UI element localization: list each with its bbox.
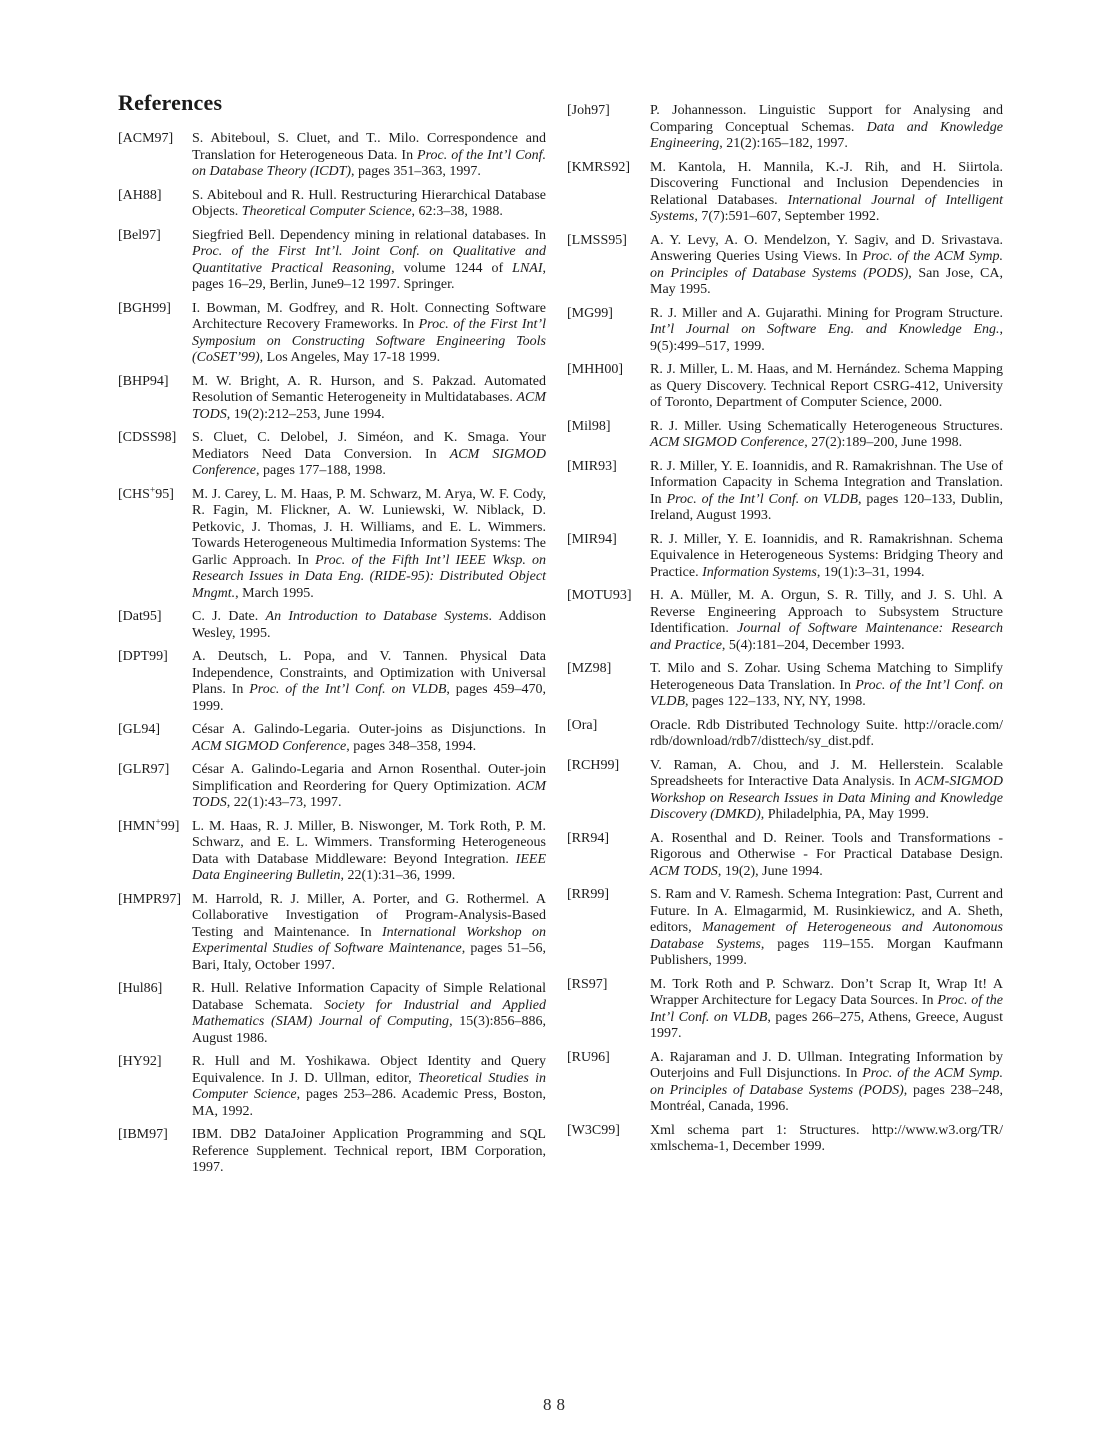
reference-label-text: [RS97] — [567, 976, 608, 992]
reference-label-text: [KMRS92] — [567, 159, 631, 175]
reference-venue-italic: Proc. of the Fifth Int’l IEEE Wksp. on Research Issues in Data Eng. (RIDE-95): Distributed Object Mngmt. — [192, 552, 546, 601]
reference-text-segment: , pages 119–155. Morgan Kaufmann Publishers, 1999. — [650, 936, 1003, 968]
reference-venue-italic: Journal of Software Maintenance: Research and Practice — [650, 621, 1003, 653]
reference-label — [118, 649, 192, 715]
reference-text — [650, 1123, 1003, 1156]
reference-text — [650, 977, 1003, 1043]
reference-text — [650, 887, 1003, 970]
reference-label — [567, 362, 650, 412]
reference-text-segment: , pages 122–133, NY, NY, 1998. — [685, 694, 866, 709]
reference-venue-italic: Proc. of the First Int’l. Joint Conf. on Qualitative and Quantitative Practical Reasoning — [192, 244, 546, 276]
reference-text-segment: , 22(1):43–73, 1997. — [226, 795, 342, 810]
reference-label — [567, 661, 650, 711]
reference-label-text: [MOTU93] — [567, 588, 632, 603]
reference-label — [118, 609, 192, 642]
reference-text-segment: , March 1995. — [235, 585, 314, 601]
reference-venue-italic: ACM TODS — [192, 778, 546, 810]
reference-text — [650, 459, 1003, 525]
reference-label — [567, 718, 650, 751]
reference-venue-italic: LNAI — [512, 260, 543, 276]
reference-label-text: [LMSS95] — [567, 232, 627, 248]
reference-label — [567, 831, 650, 881]
reference-label — [118, 131, 192, 181]
page-number: 88 — [543, 1395, 570, 1414]
reference-text — [650, 718, 1003, 751]
reference-label-text: [HMPR97] — [118, 891, 182, 907]
reference-venue-italic: ACM SIGMOD Conference — [192, 446, 546, 478]
reference-entry — [118, 892, 546, 975]
reference-text-segment: A. Y. Levy, A. O. Mendelzon, Y. Sagiv, and D. Srivastava. Answering Queries Using Views. In — [650, 232, 1003, 264]
reference-label — [118, 301, 192, 367]
reference-text-segment: , pages 348–358, 1994. — [346, 738, 477, 754]
reference-venue-italic: Proc. of the Int’l Conf. on VLDB — [249, 682, 447, 697]
reference-label — [567, 977, 650, 1043]
reference-text-segment: M. J. Carey, L. M. Haas, P. M. Schwarz, M. Arya, W. F. Cody, R. Fagin, M. Flickner, A. W. Luniewski, W. Niblack, D. Petkovic, J. Thomas, J. H. Williams, and E. L. Wimmers. Towards Heterogeneous Multimedia Information Systems: The Garlic Approach. In — [192, 486, 546, 568]
reference-text-segment: . Addison Wesley, 1995. — [192, 609, 546, 641]
reference-text-segment: H. A. Müller, M. A. Orgun, S. R. Tilly, and J. S. Uhl. A Reverse Engineering Approach to Subsystem Structure Identification. — [650, 588, 1003, 636]
reference-entry — [567, 1050, 1003, 1116]
reference-text-segment: V. Raman, A. Chou, and J. M. Hellerstein. Scalable Spreadsheets for Interactive Data Analysis. In — [650, 757, 1003, 789]
references-column-right — [567, 103, 1003, 1163]
reference-text-segment: S. Abiteboul and R. Hull. Restructuring Hierarchical Database Objects. — [192, 187, 546, 219]
reference-label — [118, 892, 192, 975]
reference-text-segment: , pages 120–133, Dublin, Ireland, August 1993. — [650, 491, 1003, 523]
reference-text — [192, 609, 546, 642]
reference-text — [650, 362, 1003, 412]
reference-text-segment: , pages 16–29, Berlin, June9–12 1997. Springer. — [192, 260, 546, 292]
reference-label-superscript: + — [149, 484, 156, 495]
reference-text-segment: , 9(5):499–517, 1999. — [650, 322, 1003, 354]
reference-text-segment: , 19(2), June 1994. — [717, 863, 823, 879]
reference-venue-italic: ACM-SIGMOD Workshop on Research Issues in Data Mining and Knowledge Discovery (DMKD) — [650, 774, 1003, 822]
reference-label — [567, 103, 650, 153]
reference-text-segment: , pages 253–286. Academic Press, Boston, MA, 1992. — [192, 1087, 546, 1119]
reference-text — [650, 758, 1003, 824]
reference-label — [567, 233, 650, 299]
reference-label — [118, 374, 192, 424]
reference-text-segment: , 19(1):3–31, 1994. — [816, 564, 925, 580]
reference-entry — [567, 532, 1003, 582]
reference-text-segment: Siegfried Bell. Dependency mining in relational databases. In — [192, 227, 546, 243]
reference-entry — [118, 1054, 546, 1120]
reference-text-segment: S. Ram and V. Ramesh. Schema Integration: Past, Current and Future. In A. Elmagarmid, M. Rusinkiewicz, and A. Sheth, editors, — [650, 887, 1003, 935]
reference-label-text: [CHS — [118, 486, 150, 502]
reference-venue-italic: Management of Heterogeneous and Autonomous Database Systems — [650, 920, 1003, 952]
reference-label — [567, 588, 650, 654]
reference-venue-italic: Proc. of the Int’l Conf. on Database Theory (ICDT) — [192, 147, 546, 179]
reference-entry — [118, 188, 546, 221]
reference-entry — [118, 228, 546, 294]
reference-label — [567, 306, 650, 356]
reference-text-segment: R. Hull and M. Yoshikawa. Object Identity and Query Equivalence. In J. D. Ullman, editor, — [192, 1054, 546, 1086]
reference-venue-italic: Data and Knowledge Engineering — [650, 119, 1003, 151]
reference-label-text: [DPT99] — [118, 649, 168, 664]
reference-label-text: [AH88] — [118, 187, 162, 203]
reference-text-segment: , 21(2):165–182, 1997. — [719, 136, 848, 151]
reference-text-segment: Xml schema part 1: Structures. http://​www.​w3.org/​TR/​xmlschema-1, December 1999. — [650, 1122, 1003, 1154]
reference-venue-italic: Theoretical Studies in Computer Science — [192, 1070, 547, 1102]
reference-label-text: [HY92] — [118, 1054, 162, 1069]
reference-entry — [118, 816, 546, 885]
reference-text — [650, 661, 1003, 711]
reference-venue-italic: Proc. of the Int’l Conf. on VLDB — [650, 677, 1003, 709]
references-heading: References — [118, 90, 223, 115]
reference-text — [192, 762, 546, 812]
reference-text-segment: M. Tork Roth and P. Schwarz. Don’t Scrap It, Wrap It! A Wrapper Architecture for Legacy Data Sources. In — [650, 976, 1003, 1008]
reference-entry — [567, 758, 1003, 824]
reference-venue-italic: Information Systems — [702, 564, 817, 580]
reference-entry — [118, 484, 546, 603]
reference-venue-italic: ACM SIGMOD Conference — [192, 738, 347, 754]
reference-label — [567, 1123, 650, 1156]
reference-text — [192, 649, 546, 715]
reference-text — [192, 487, 546, 603]
reference-text-segment: M. W. Bright, A. R. Hurson, and S. Pakzad. Automated Resolution of Semantic Heterogeneity in Multidatabases. — [192, 373, 546, 405]
reference-label-text: [Mil98] — [567, 418, 611, 434]
reference-text-segment: , pages 177–188, 1998. — [256, 463, 386, 478]
reference-text-segment: C. J. Date. — [192, 609, 266, 624]
reference-entry — [118, 981, 546, 1047]
reference-text-segment: Oracle. Rdb Distributed Technology Suite. http://​oracle.com/​rdb/​download/​rdb7/​disttech/​sy_dist.pdf. — [650, 717, 1003, 749]
reference-text-segment: César A. Galindo-Legaria. Outer-joins as Disjunctions. In — [192, 722, 546, 737]
reference-text — [192, 1127, 546, 1177]
reference-entry — [118, 131, 546, 181]
reference-label — [118, 1127, 192, 1177]
reference-text — [650, 831, 1003, 881]
reference-venue-italic: Proc. of the Int’l Conf. on VLDB — [650, 993, 1004, 1025]
reference-text-segment: , pages 459–470, 1999. — [192, 682, 546, 714]
reference-entry — [567, 362, 1003, 412]
reference-venue-italic: International Workshop on Experimental Studies of Software Maintenance — [192, 924, 546, 956]
reference-text-segment: César A. Galindo-Legaria and Arnon Rosenthal. Outer-join Simplification and Reordering for Query Optimization. — [192, 762, 546, 794]
reference-entry — [118, 722, 546, 755]
reference-venue-italic: ACM SIGMOD Conference — [650, 435, 805, 450]
reference-text-segment: , Los Angeles, May 17-18 1999. — [259, 350, 441, 365]
reference-label-text: [RR94] — [567, 830, 609, 846]
reference-entry — [567, 160, 1003, 226]
reference-entry — [118, 301, 546, 367]
reference-entry — [118, 762, 546, 812]
reference-text-segment: A. Rosenthal and D. Reiner. Tools and Transformations - Rigorous and Otherwise - For Practical Database Design. — [650, 830, 1003, 862]
reference-text — [650, 1050, 1003, 1116]
reference-label-text: [Bel97] — [118, 227, 161, 243]
reference-label — [118, 484, 192, 603]
reference-text — [650, 532, 1003, 582]
reference-entry — [567, 887, 1003, 970]
reference-text-segment: , 27(2):189–200, June 1998. — [804, 435, 963, 450]
reference-text — [192, 892, 546, 975]
reference-label-text: [CDSS98] — [118, 430, 177, 445]
reference-entry — [567, 103, 1003, 153]
reference-label-text: [GLR97] — [118, 762, 170, 777]
reference-entry — [567, 661, 1003, 711]
reference-text-segment: A. Deutsch, L. Popa, and V. Tannen. Physical Data Independence, Constraints, and Optimization with Universal Plans. In — [192, 649, 546, 697]
reference-label-text: [MG99] — [567, 305, 613, 321]
reference-text-segment: , 7(7):591–607, September 1992. — [694, 209, 880, 224]
reference-label-text: [Dat95] — [118, 609, 162, 624]
reference-text-segment: R. J. Miller, Y. E. Ioannidis, and R. Ramakrishnan. The Use of Information Capacity in Schema Integration and Translation. In — [650, 458, 1003, 507]
reference-label-text: [ACM97] — [118, 131, 174, 146]
reference-text-segment: , 5(4):181–204, December 1993. — [721, 637, 905, 653]
reference-venue-italic: An Introduction to Database Systems — [265, 609, 489, 624]
reference-label — [118, 762, 192, 812]
reference-text-segment: R. J. Miller. Using Schematically Heterogeneous Structures. — [650, 418, 1003, 434]
reference-label-text: 99] — [160, 818, 180, 834]
reference-text — [650, 103, 1003, 153]
reference-entry — [567, 306, 1003, 356]
reference-text-segment: , 15(3):856–886, August 1986. — [192, 1014, 546, 1046]
reference-text-segment: R. J. Miller, L. M. Haas, and M. Hernández. Schema Mapping as Query Discovery. Technical Report CSRG-412, University of Toronto, Department of Computer Science, 2000. — [650, 362, 1003, 410]
reference-text — [192, 1054, 546, 1120]
reference-text — [192, 301, 546, 367]
reference-label — [118, 981, 192, 1047]
reference-label-text: [GL94] — [118, 722, 160, 737]
reference-label-text: [W3C99] — [567, 1122, 620, 1138]
reference-label-text: [MIR94] — [567, 531, 617, 547]
reference-entry — [118, 649, 546, 715]
reference-entry — [567, 459, 1003, 525]
reference-label-text: [BHP94] — [118, 373, 169, 389]
reference-text — [192, 131, 546, 181]
reference-label — [118, 1054, 192, 1120]
reference-text — [192, 374, 546, 424]
reference-text — [650, 306, 1003, 356]
reference-venue-italic: IEEE Data Engineering Bulletin — [192, 851, 546, 883]
reference-entry — [567, 233, 1003, 299]
reference-text-segment: , pages 51–56, Bari, Italy, October 1997. — [192, 941, 546, 973]
reference-label-text: [RCH99] — [567, 757, 620, 773]
reference-label-text: 95] — [155, 486, 174, 502]
reference-entry — [567, 718, 1003, 751]
reference-venue-italic: Proc. of the ACM Symp. on Principles of Database Systems (PODS) — [650, 249, 1003, 281]
reference-text-segment: L. M. Haas, R. J. Miller, B. Niswonger, M. Tork Roth, P. M. Schwarz, and E. L. Wimmers. Transforming Heterogeneous Data with Database Middleware: Beyond Integration. — [192, 818, 546, 867]
reference-text-segment: M. Kantola, H. Mannila, K.-J. Rih, and H. Siirtola. Discovering Functional and Inclusion Dependencies in Relational Databases. — [650, 159, 1003, 208]
reference-entry — [567, 419, 1003, 452]
reference-text-segment: , volume 1244 of — [391, 260, 513, 276]
reference-label — [118, 430, 192, 480]
reference-text — [192, 722, 546, 755]
reference-label-text: [MZ98] — [567, 661, 612, 676]
reference-label — [567, 419, 650, 452]
reference-label-text: [MIR93] — [567, 458, 617, 474]
reference-text — [192, 819, 546, 885]
reference-label — [118, 228, 192, 294]
reference-venue-italic: Society for Industrial and Applied Mathematics (SIAM) Journal of Computing — [192, 997, 546, 1029]
reference-label — [567, 532, 650, 582]
reference-venue-italic: Proc. of the Int’l Conf. on VLDB — [666, 491, 859, 507]
reference-label-text: [BGH99] — [118, 300, 171, 316]
reference-label-text: [Hul86] — [118, 981, 163, 996]
reference-entry — [118, 1127, 546, 1177]
reference-label — [567, 1050, 650, 1116]
reference-label-text: [RU96] — [567, 1049, 610, 1065]
reference-entry — [118, 609, 546, 642]
reference-venue-italic: Theoretical Computer Science — [241, 204, 412, 219]
reference-text-segment: , 19(2):212–253, June 1994. — [226, 406, 385, 422]
reference-text-segment: , Philadelphia, PA, May 1999. — [760, 807, 930, 822]
reference-venue-italic: International Journal of Intelligent Systems — [650, 192, 1003, 224]
reference-label-text: [RR99] — [567, 887, 609, 902]
reference-label-text: [HMN — [118, 818, 156, 834]
reference-text — [650, 233, 1003, 299]
reference-text-segment: R. J. Miller and A. Gujarathi. Mining for Program Structure. — [650, 305, 1003, 321]
reference-venue-italic: Proc. of the ACM Symp. on Principles of Database Systems (PODS) — [650, 1066, 1004, 1098]
reference-label-superscript: + — [155, 816, 161, 827]
reference-label — [118, 188, 192, 221]
reference-label — [567, 459, 650, 525]
reference-text — [650, 419, 1003, 452]
reference-label-text: [Joh97] — [567, 103, 610, 118]
reference-text-segment: S. Abiteboul, S. Cluet, and T.. Milo. Correspondence and Translation for Heterogeneous Data. In — [192, 131, 546, 163]
reference-text — [192, 188, 546, 221]
reference-label — [118, 816, 192, 885]
reference-text-segment: I. Bowman, M. Godfrey, and R. Holt. Connecting Software Architecture Recovery Frameworks. In — [192, 300, 546, 332]
reference-label-text: [IBM97] — [118, 1127, 168, 1142]
reference-text-segment: P. Johannesson. Linguistic Support for Analysing and Comparing Conceptual Schemas. — [650, 103, 1003, 135]
reference-text-segment: , 62:3–38, 1988. — [411, 204, 503, 219]
reference-label — [118, 722, 192, 755]
reference-entry — [567, 588, 1003, 654]
reference-venue-italic: ACM TODS — [192, 390, 546, 422]
reference-text-segment: S. Cluet, C. Delobel, J. Siméon, and K. Smaga. Your Mediators Need Data Conversion. In — [192, 430, 546, 462]
reference-label — [567, 160, 650, 226]
reference-text-segment: M. Harrold, R. J. Miller, A. Porter, and G. Rothermel. A Collaborative Investigation of Program-Analysis-Based Testing and Maintenance. In — [192, 891, 546, 940]
reference-entry — [567, 1123, 1003, 1156]
reference-text-segment: A. Rajaraman and J. D. Ullman. Integrating Information by Outerjoins and Full Disjunctions. In — [650, 1049, 1003, 1081]
reference-text — [192, 228, 546, 294]
reference-entry — [118, 430, 546, 480]
reference-text-segment: R. Hull. Relative Information Capacity of Simple Relational Database Schemata. — [192, 981, 546, 1013]
reference-entry — [567, 977, 1003, 1043]
reference-text — [650, 588, 1003, 654]
reference-entry — [118, 374, 546, 424]
reference-text-segment: , pages 266–275, Athens, Greece, August 1997. — [650, 1009, 1003, 1041]
reference-label — [567, 758, 650, 824]
reference-text-segment: R. J. Miller, Y. E. Ioannidis, and R. Ramakrishnan. Schema Equivalence in Heterogeneous Systems: Bridging Theory and Practice. — [650, 531, 1003, 580]
reference-text-segment: , pages 238–248, Montréal, Canada, 1996. — [650, 1082, 1003, 1114]
reference-text-segment: T. Milo and S. Zohar. Using Schema Matching to Simplify Heterogeneous Data Translation. In — [650, 661, 1003, 693]
reference-text-segment: , San Jose, CA, May 1995. — [650, 265, 1003, 297]
reference-entry — [567, 831, 1003, 881]
reference-venue-italic: Int’l Journal on Software Eng. and Knowledge Eng. — [650, 322, 1000, 337]
reference-venue-italic: Proc. of the First Int’l Symposium on Constructing Software Engineering Tools (CoSET’99) — [192, 317, 546, 365]
reference-text — [192, 430, 546, 480]
reference-text-segment: , pages 351–363, 1997. — [351, 164, 481, 179]
reference-text-segment: IBM. DB2 DataJoiner Application Programming and SQL Reference Supplement. Technical report, IBM Corporation, 1997. — [192, 1127, 546, 1175]
reference-text — [192, 981, 546, 1047]
references-column-left — [118, 131, 546, 1184]
reference-label-text: [MHH00] — [567, 362, 623, 377]
reference-label — [567, 887, 650, 970]
reference-text-segment: , 22(1):31–36, 1999. — [340, 868, 456, 883]
reference-venue-italic: ACM TODS — [650, 863, 718, 879]
reference-text — [650, 160, 1003, 226]
reference-label-text: [Ora] — [567, 717, 598, 733]
